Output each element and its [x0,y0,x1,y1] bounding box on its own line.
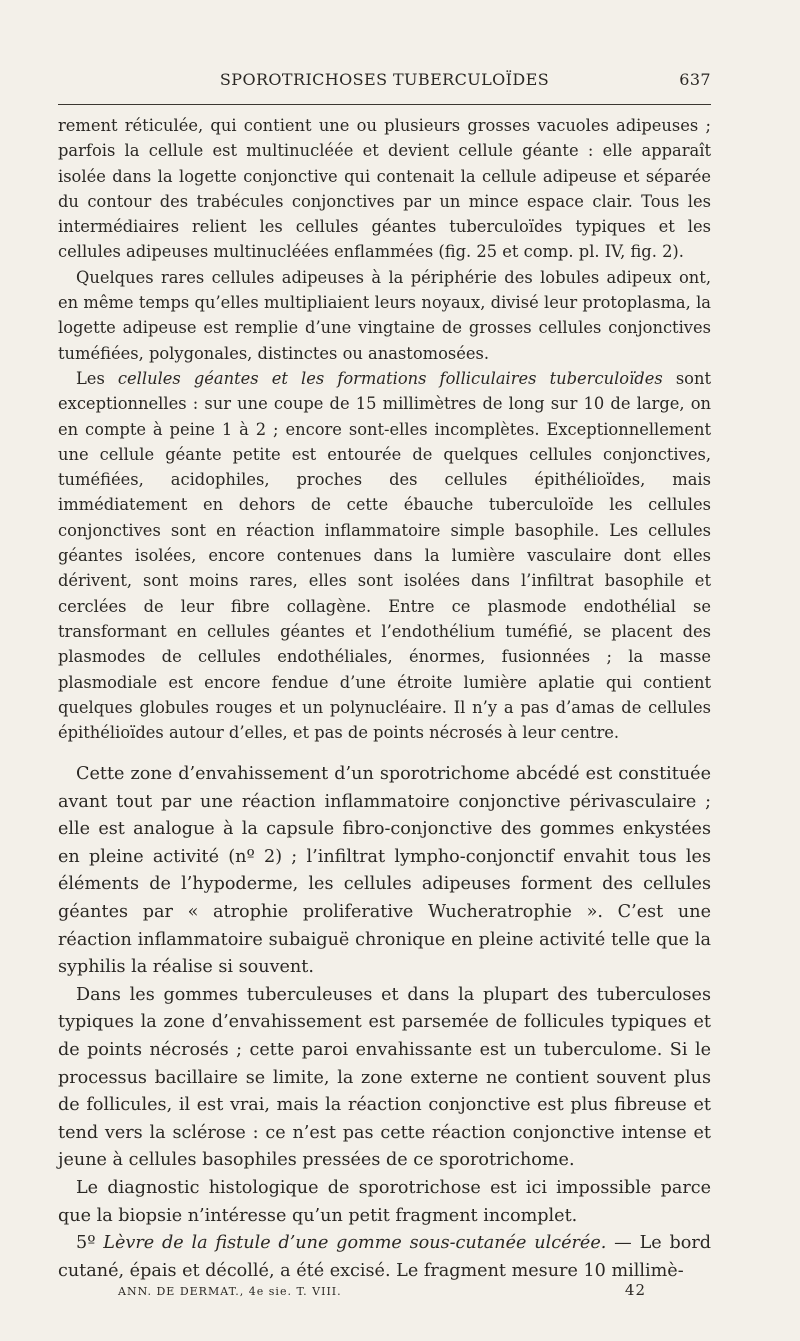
paragraph: Cette zone d’envahissement d’un sporotrichome abcédé est constituée avant tout par une réaction inflammatoire conjonctive périvasculaire ; elle est analogue à la capsule fibro-conjonctive des gommes enkystées en pleine activité (nº 2) ; l’infiltrat lympho-conjonctif envahit tous les éléments de l’hypoderme, les cellules adipeuses forment des cellules géantes par « atrophie proliferative Wucheratrophie ». C’est une réaction inflammatoire subaiguë chronique en pleine activité telle que la syphilis la réalise si souvent. [58,764,711,978]
paragraph-rest: sont exceptionnelles : sur une coupe de 15 millimètres de long sur 10 de large, on en compte à peine 1 à 2 ; encore sont-elles incomplètes. Exceptionnellement une cellule géante petite est entourée de quelques cellules conjonctives, tuméfiées, acidophiles, proches des cellules épithélioïdes, mais immédiatement en dehors de cette ébauche tuberculoïde les cellules conjonctives sont en réaction inflammatoire simple basophile. Les cellules géantes isolées, encore contenues dans la lumière vasculaire dont elles dérivent, sont moins rares, elles sont isolées dans l’infiltrat basophile et cerclées de leur fibre collagène. Entre ce plasmode endothélial se transformant en cellules géantes et l’endothélium tuméfié, se placent des plasmodes de cellules endothéliales, énormes, fusionnées ; la masse plasmodiale est encore fendue d’une étroite lumière aplatie qui contient quelques globules rouges et un polynucléaire. Il n’y a pas d’amas de cellules épithélioïdes autour d’elles, et pas de points nécrosés à leur centre. [58,368,712,743]
page-number: 637 [679,70,711,89]
paragraph-start: Les [76,368,105,388]
italic-phrase: cellules géantes et les formations folliculaires tuberculoïdes [117,368,663,388]
section-main-text [58,761,711,1285]
running-title: SPOROTRICHOSES TUBERCULOÏDES [219,70,550,89]
item-number: 5º [76,1233,96,1254]
signature-mark: 42 [624,1281,646,1299]
paragraph [58,1230,711,1285]
paragraph-rest: — Le bord cutané, épais et décollé, a été excisé. Le fragment mesure 10 millimè- [58,1233,712,1281]
running-header [58,70,711,94]
paragraph [58,366,711,745]
header-rule [58,104,711,105]
section-small-text [58,113,711,745]
paragraph: Quelques rares cellules adipeuses à la périphérie des lobules adipeux ont, en même temps qu’elles multipliaient leurs noyaux, divisé leur protoplasma, la logette adipeuse est remplie d’une vingtaine de grosses cellules conjonctives tuméfiées, polygonales, distinctes ou anastomosées. [58,267,711,363]
journal-reference: ANN. DE DERMAT., 4e sie. T. VIII. [118,1285,342,1298]
paragraph: Le diagnostic histologique de sporotrichose est ici impossible parce que la biopsie n’intéresse qu’un petit fragment incomplet. [58,1177,711,1226]
footer [118,1283,646,1301]
paragraph: Dans les gommes tuberculeuses et dans la plupart des tuberculoses typiques la zone d’envahissement est parsemée de follicules typiques et de points nécrosés ; cette paroi envahissante est un tuberculome. Si le processus bacillaire se limite, la zone externe ne contient souvent plus de follicules, il est vrai, mais la réaction conjonctive est plus fibreuse et tend vers la sclérose : ce n’est pas cette réaction conjonctive intense et jeune à cellules basophiles pressées de ce sporotrichome. [58,984,711,1171]
paragraph: rement réticulée, qui contient une ou plusieurs grosses vacuoles adipeuses ; parfois la cellule est multinucléée et devient cellule géante : elle apparaît isolée dans la logette conjonctive qui contenait la cellule adipeuse et séparée du contour des trabécules conjonctives par un mince espace clair. Tous les intermédiaires relient les cellules géantes tuberculoïdes typiques et les cellules adipeuses multinucléées enflammées (fig. 25 et comp. pl. IV, fig. 2). [58,116,711,262]
italic-heading: Lèvre de la fistule d’une gomme sous-cutanée ulcérée. [103,1233,607,1254]
